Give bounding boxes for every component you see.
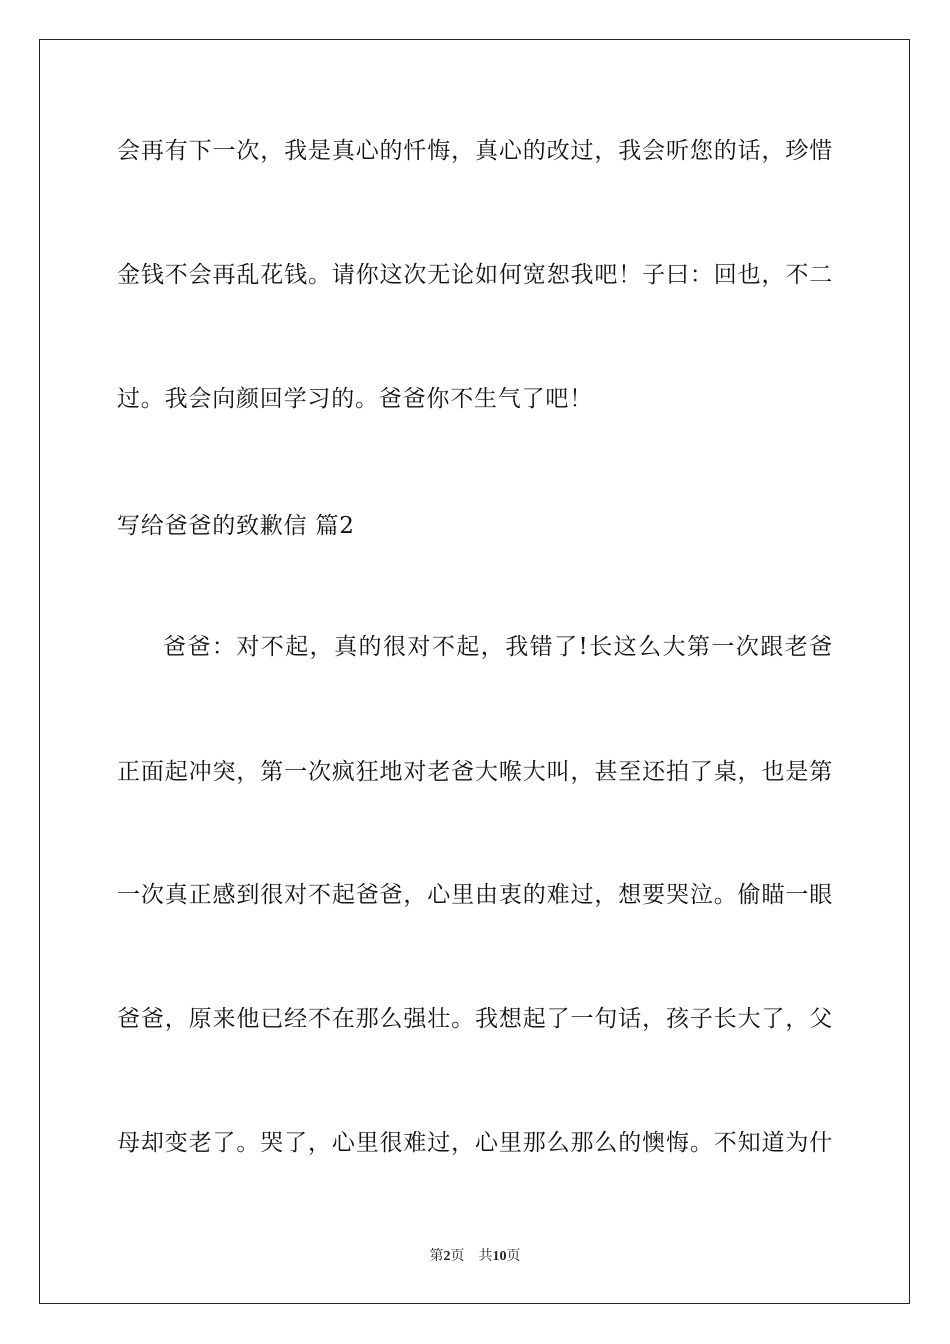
paragraph2-line-1: 爸爸：对不起，真的很对不起，我错了!长这么大第一次跟老爸 xyxy=(163,634,833,660)
section-heading: 写给爸爸的致歉信 篇2 xyxy=(117,513,355,539)
paragraph2-line-2: 正面起冲突，第一次疯狂地对老爸大喉大叫，甚至还拍了桌，也是第 xyxy=(117,759,833,785)
footer-page-suffix: 页 xyxy=(450,1249,465,1264)
footer-total-suffix: 页 xyxy=(506,1249,521,1264)
page-footer xyxy=(0,1248,950,1266)
paragraph2-line-4: 爸爸，原来他已经不在那么强壮。我想起了一句话，孩子长大了，父 xyxy=(117,1006,833,1032)
footer-total-prefix: 共 xyxy=(478,1249,493,1264)
paragraph1-line-1: 会再有下一次，我是真心的忏悔，真心的改过，我会听您的话，珍惜 xyxy=(117,138,833,164)
paragraph1-line-2: 金钱不会再乱花钱。请你这次无论如何宽恕我吧！子曰：回也，不二 xyxy=(117,262,833,288)
paragraph2-line-3: 一次真正感到很对不起爸爸，心里由衷的难过，想要哭泣。偷瞄一眼 xyxy=(117,882,833,908)
footer-total-pages: 10 xyxy=(492,1249,507,1264)
footer-page-number: 2 xyxy=(443,1249,451,1264)
page-frame xyxy=(39,39,910,1304)
footer-page-prefix: 第 xyxy=(429,1249,444,1264)
paragraph2-line-5: 母却变老了。哭了，心里很难过，心里那么那么的懊悔。不知道为什 xyxy=(117,1130,833,1156)
paragraph1-line-3: 过。我会向颜回学习的。爸爸你不生气了吧！ xyxy=(117,386,593,412)
